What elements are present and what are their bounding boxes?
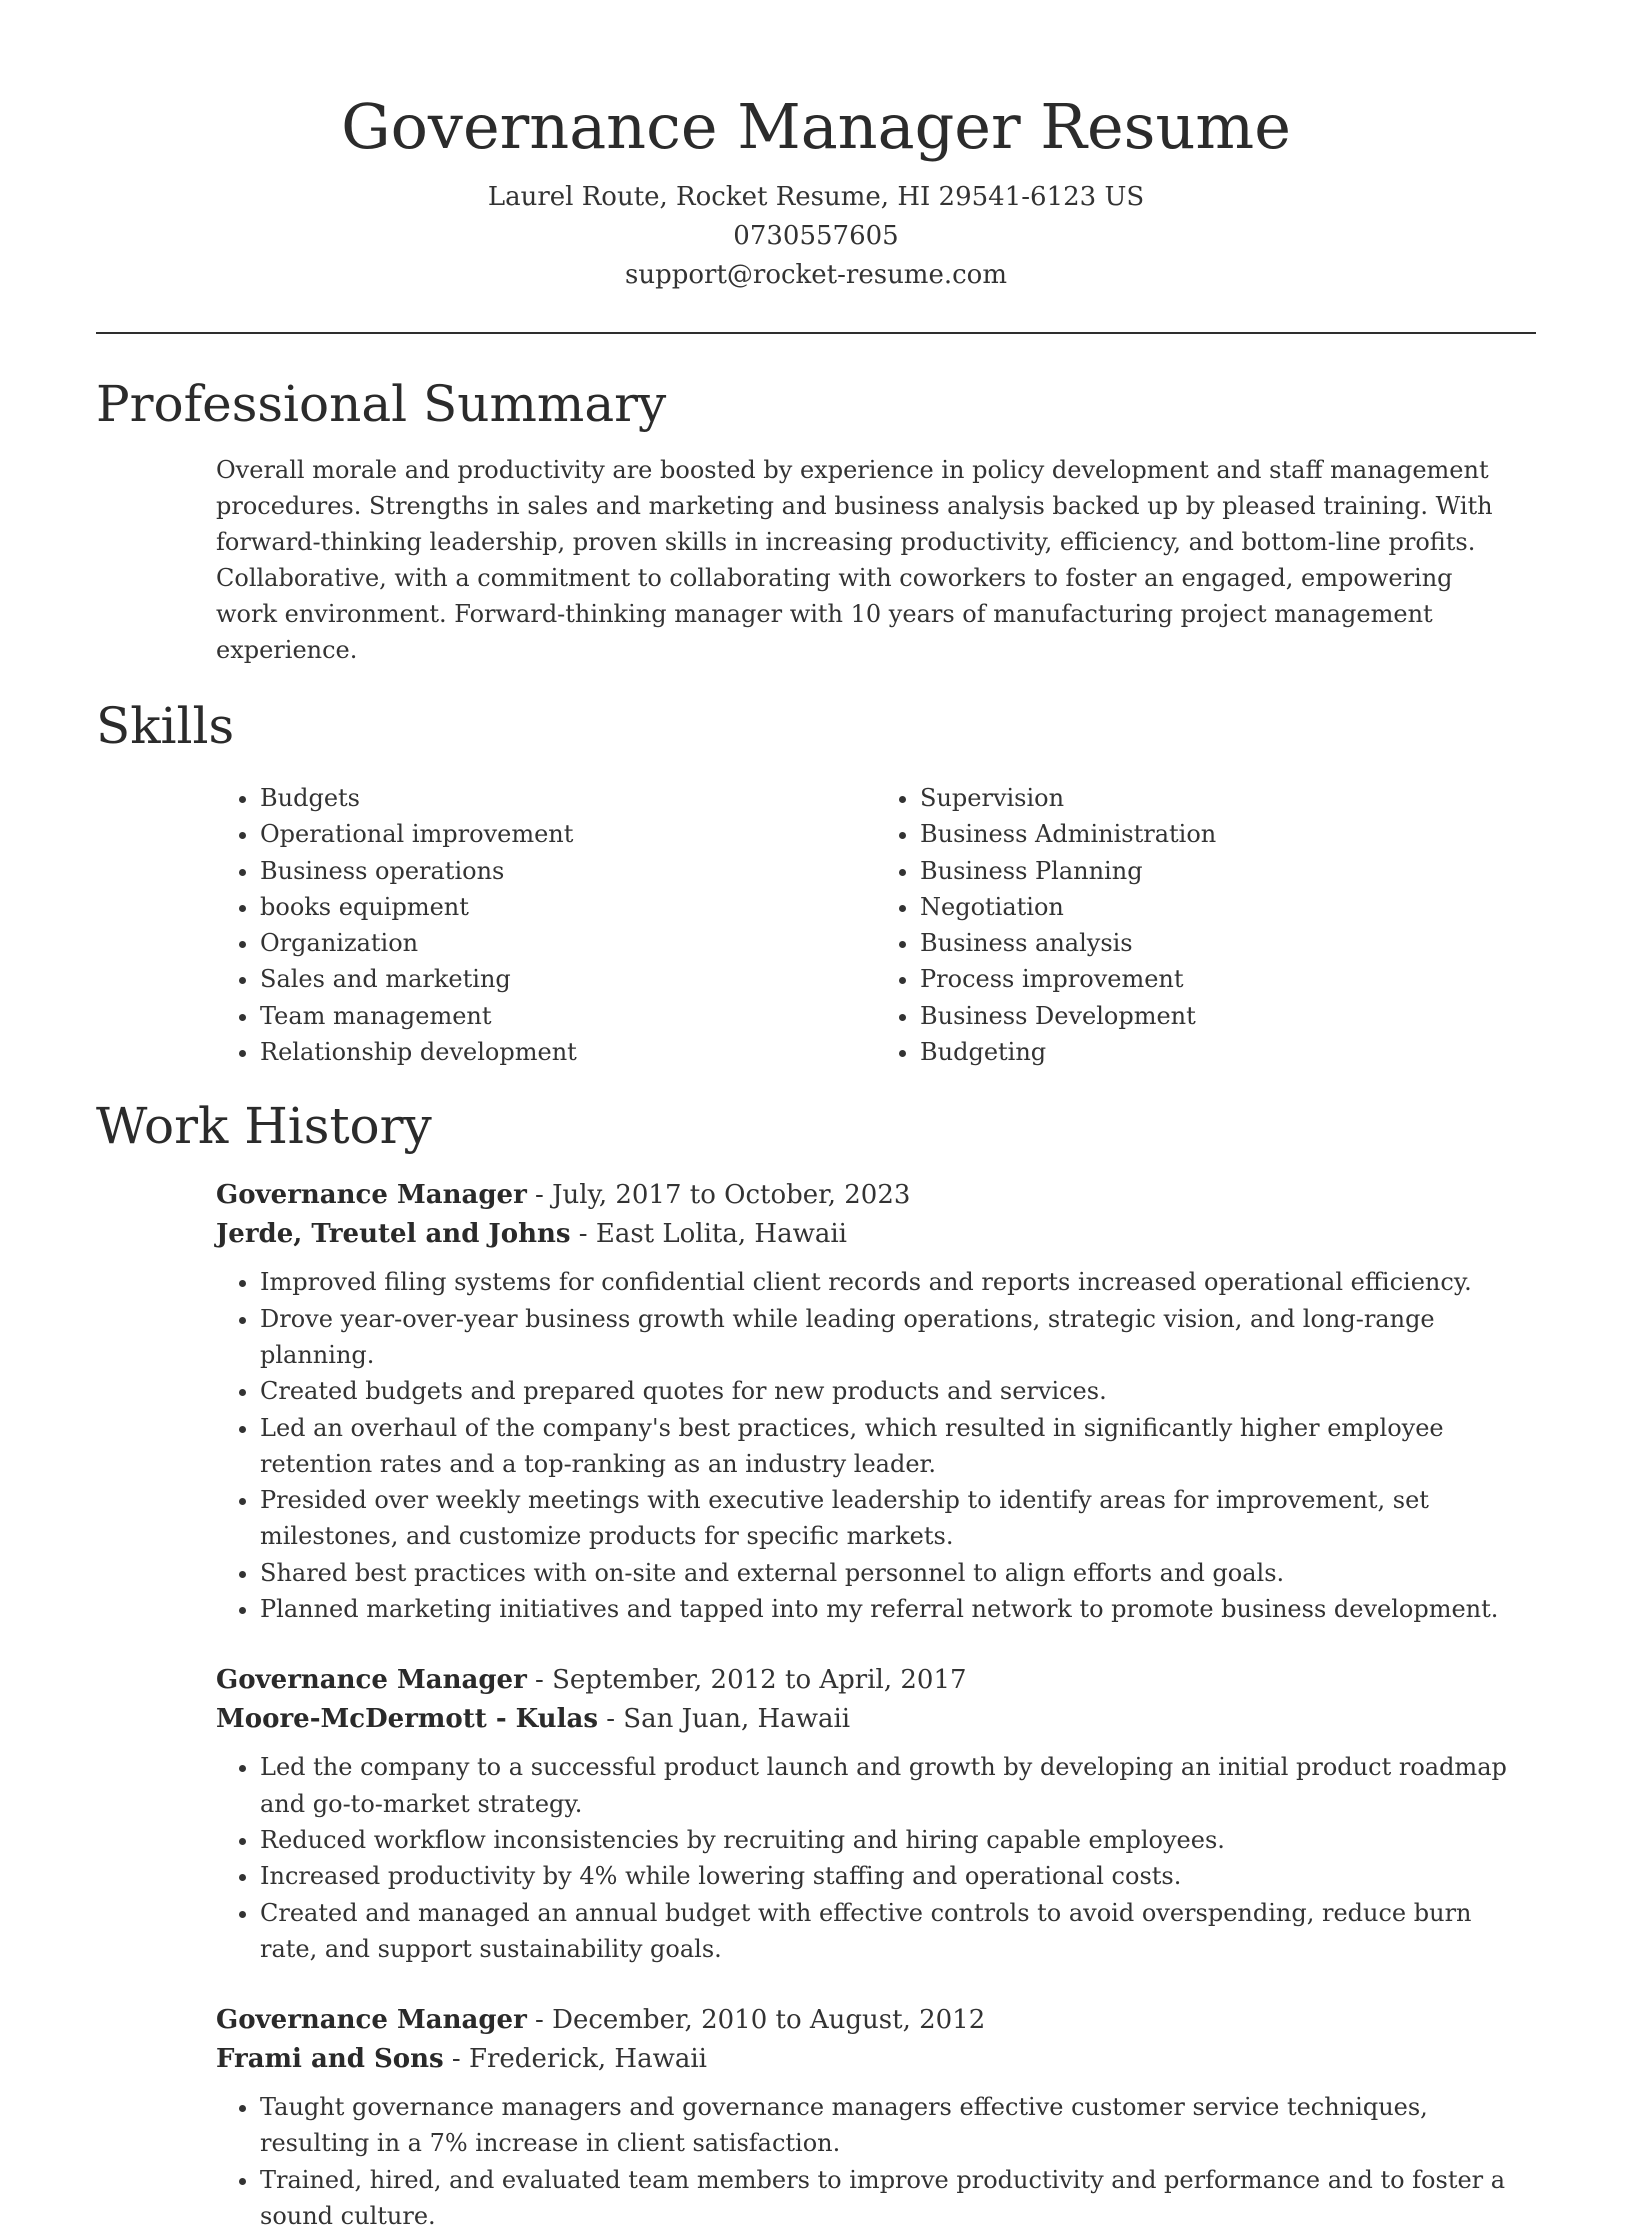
job-company-line [216, 1700, 1536, 1739]
skills-column-left [216, 780, 876, 1070]
resume-title: Governance Manager Resume [341, 90, 1291, 163]
skill-item: • Business analysis [920, 925, 1536, 961]
job-entry [216, 1661, 1536, 1967]
job-company: Moore-McDermott - Kulas [216, 1704, 598, 1735]
contact-email: support@rocket-resume.com [624, 260, 1007, 290]
skill-item: • Relationship development [260, 1034, 876, 1070]
job-bullet: • Improved filing systems for confidential client records and reports increased operational efficiency. [260, 1264, 1536, 1300]
job-location: - Frederick, Hawaii [443, 2044, 707, 2075]
skill-item: • Budgets [260, 780, 876, 816]
skill-item: • Business Planning [920, 853, 1536, 889]
job-bullet: • Increased productivity by 4% while lowering staffing and operational costs. [260, 1858, 1536, 1894]
job-title-line [216, 1176, 1536, 1215]
job-dates: - September, 2012 to April, 2017 [526, 1665, 967, 1696]
skill-item: • Sales and marketing [260, 961, 876, 997]
skills-list [216, 780, 1536, 1070]
job-bullet: • Led the company to a successful product launch and growth by developing an initial product roadmap and go-to-market strategy. [260, 1749, 1536, 1822]
contact-phone: 0730557605 [733, 221, 899, 251]
work-history-heading: Work History [96, 1097, 432, 1156]
skill-item: • Budgeting [920, 1034, 1536, 1070]
job-bullet: • Led an overhaul of the company's best practices, which resulted in significantly higher employee retention rates and a top-ranking as an industry leader. [260, 1410, 1536, 1483]
job-title: Governance Manager [216, 2005, 527, 2036]
skill-item: • Business Development [920, 998, 1536, 1034]
job-company-line [216, 2040, 1536, 2079]
job-title-line [216, 2001, 1536, 2040]
contact-address: Laurel Route, Rocket Resume, HI 29541-6123 US [487, 182, 1145, 212]
skill-item: • Business Administration [920, 816, 1536, 852]
job-company: Frami and Sons [216, 2044, 444, 2075]
contact-block [96, 178, 1536, 295]
job-company: Jerde, Treutel and Johns [216, 1219, 571, 1250]
skills-column-right [876, 780, 1536, 1070]
skill-item: • books equipment [260, 889, 876, 925]
job-dates: - July, 2017 to October, 2023 [526, 1180, 911, 1211]
job-bullet: • Planned marketing initiatives and tapped into my referral network to promote business development. [260, 1591, 1536, 1627]
skills-heading: Skills [96, 697, 235, 755]
job-bullet: • Trained, hired, and evaluated team members to improve productivity and performance and to foster a sound culture. [260, 2162, 1536, 2234]
job-bullet: • Shared best practices with on-site and external personnel to align efforts and goals. [260, 1555, 1536, 1591]
skill-item: • Team management [260, 998, 876, 1034]
skill-item: • Operational improvement [260, 816, 876, 852]
job-location: - East Lolita, Hawaii [570, 1219, 847, 1250]
header-divider [96, 332, 1536, 334]
skill-item: • Organization [260, 925, 876, 961]
skill-item: • Business operations [260, 853, 876, 889]
job-entry [216, 1176, 1536, 1627]
skill-item: • Negotiation [920, 889, 1536, 925]
resume-page [96, 0, 1536, 2234]
job-bullet: • Taught governance managers and governance managers effective customer service techniques, resulting in a 7% increase in client satisfaction. [260, 2089, 1536, 2162]
job-bullets [216, 2089, 1536, 2234]
skill-item: • Supervision [920, 780, 1536, 816]
job-bullets [216, 1264, 1536, 1627]
job-bullet: • Presided over weekly meetings with executive leadership to identify areas for improvement, set milestones, and customize products for specific markets. [260, 1482, 1536, 1555]
job-bullet: • Created budgets and prepared quotes for new products and services. [260, 1373, 1536, 1409]
job-entry [216, 2001, 1536, 2234]
job-title-line [216, 1661, 1536, 1700]
job-bullets [216, 1749, 1536, 1967]
job-company-line [216, 1215, 1536, 1254]
job-title: Governance Manager [216, 1665, 527, 1696]
job-location: - San Juan, Hawaii [597, 1704, 851, 1735]
job-title: Governance Manager [216, 1180, 527, 1211]
job-bullet: • Reduced workflow inconsistencies by recruiting and hiring capable employees. [260, 1822, 1536, 1858]
job-bullet: • Drove year-over-year business growth while leading operations, strategic vision, and long-range planning. [260, 1301, 1536, 1374]
job-dates: - December, 2010 to August, 2012 [526, 2005, 986, 2036]
summary-text: Overall morale and productivity are boosted by experience in policy development and staff management procedures. Strengths in sales and marketing and business analysis backed up by pleased training. With forward-thinking leadership, proven skills in increasing productivity, efficiency, and bottom-line profits. Collaborative, with a commitment to collaborating with coworkers to foster an engaged, empowering work environment. Forward-thinking manager with 10 years of manufacturing project management experience. [216, 456, 1493, 664]
summary-heading: Professional Summary [96, 375, 667, 433]
job-bullet: • Created and managed an annual budget with effective controls to avoid overspending, reduce burn rate, and support sustainability goals. [260, 1895, 1536, 1968]
skill-item: • Process improvement [920, 961, 1536, 997]
